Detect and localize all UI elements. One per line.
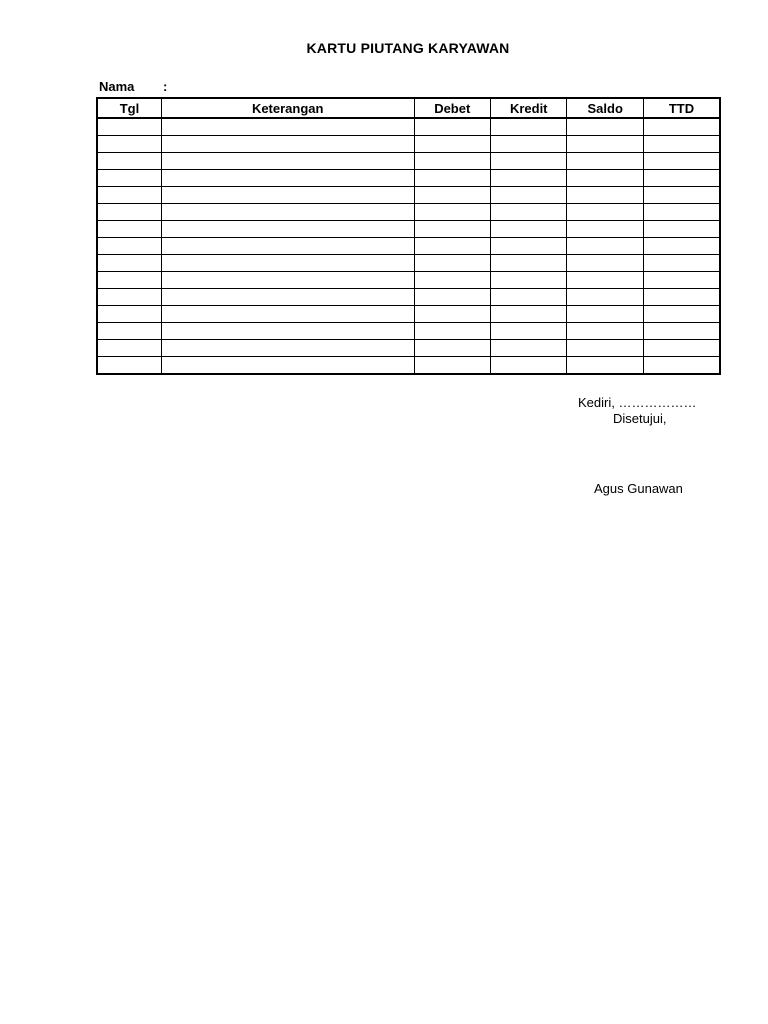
table-cell[interactable]: [491, 153, 567, 170]
table-cell[interactable]: [567, 323, 643, 340]
table-cell[interactable]: [97, 153, 161, 170]
table-row: [97, 306, 720, 323]
table-cell[interactable]: [161, 340, 414, 357]
table-cell[interactable]: [414, 340, 490, 357]
table-cell[interactable]: [161, 357, 414, 375]
table-cell[interactable]: [161, 323, 414, 340]
table-row: [97, 323, 720, 340]
table-cell[interactable]: [97, 136, 161, 153]
table-cell[interactable]: [161, 204, 414, 221]
table-cell[interactable]: [414, 272, 490, 289]
table-cell[interactable]: [97, 357, 161, 375]
table-cell[interactable]: [414, 204, 490, 221]
table-cell[interactable]: [491, 136, 567, 153]
table-cell[interactable]: [161, 136, 414, 153]
table-row: [97, 204, 720, 221]
table-cell[interactable]: [97, 306, 161, 323]
header-saldo: Saldo: [567, 98, 643, 118]
table-cell[interactable]: [643, 204, 720, 221]
table-cell[interactable]: [161, 255, 414, 272]
table-row: [97, 255, 720, 272]
table-cell[interactable]: [567, 357, 643, 375]
table-cell[interactable]: [161, 289, 414, 306]
table-cell[interactable]: [414, 136, 490, 153]
table-cell[interactable]: [567, 306, 643, 323]
table-cell[interactable]: [491, 204, 567, 221]
table-cell[interactable]: [643, 238, 720, 255]
table-cell[interactable]: [643, 323, 720, 340]
table-cell[interactable]: [414, 118, 490, 136]
nama-label: Nama: [99, 79, 135, 94]
table-cell[interactable]: [491, 272, 567, 289]
table-row: [97, 340, 720, 357]
table-cell[interactable]: [643, 118, 720, 136]
table-cell[interactable]: [414, 306, 490, 323]
table-cell[interactable]: [643, 306, 720, 323]
table-cell[interactable]: [567, 289, 643, 306]
table-cell[interactable]: [567, 238, 643, 255]
table-cell[interactable]: [161, 153, 414, 170]
table-cell[interactable]: [97, 323, 161, 340]
table-cell[interactable]: [97, 238, 161, 255]
table-cell[interactable]: [414, 221, 490, 238]
table-row: [97, 357, 720, 375]
table-cell[interactable]: [161, 170, 414, 187]
table-cell[interactable]: [97, 204, 161, 221]
table-row: [97, 136, 720, 153]
header-debet: Debet: [414, 98, 490, 118]
table-cell[interactable]: [567, 221, 643, 238]
table-cell[interactable]: [414, 187, 490, 204]
document-title: KARTU PIUTANG KARYAWAN: [306, 40, 510, 56]
table-row: [97, 170, 720, 187]
table-row: [97, 118, 720, 136]
signer-name: Agus Gunawan: [594, 481, 683, 496]
table-cell[interactable]: [643, 340, 720, 357]
table-cell[interactable]: [491, 255, 567, 272]
table-cell[interactable]: [97, 170, 161, 187]
table-cell[interactable]: [491, 170, 567, 187]
table-cell[interactable]: [97, 272, 161, 289]
table-row: [97, 289, 720, 306]
table-cell[interactable]: [161, 272, 414, 289]
table-cell[interactable]: [491, 323, 567, 340]
table-row: [97, 153, 720, 170]
table-cell[interactable]: [491, 238, 567, 255]
table-cell[interactable]: [161, 221, 414, 238]
table-cell[interactable]: [567, 187, 643, 204]
table-body: [97, 118, 720, 374]
table-cell[interactable]: [161, 306, 414, 323]
table-cell[interactable]: [491, 306, 567, 323]
table-cell[interactable]: [643, 272, 720, 289]
table-cell[interactable]: [97, 340, 161, 357]
table-cell[interactable]: [643, 153, 720, 170]
table-cell[interactable]: [491, 340, 567, 357]
place-date: Kediri, ………………: [578, 395, 697, 410]
table-header-row: [97, 98, 720, 118]
table-cell[interactable]: [643, 255, 720, 272]
table-cell[interactable]: [643, 170, 720, 187]
table-row: [97, 187, 720, 204]
table-cell[interactable]: [491, 187, 567, 204]
table-cell[interactable]: [567, 118, 643, 136]
table-cell[interactable]: [491, 118, 567, 136]
header-keterangan: Keterangan: [161, 98, 414, 118]
header-ttd: TTD: [643, 98, 720, 118]
table-cell[interactable]: [491, 357, 567, 375]
table-cell[interactable]: [414, 357, 490, 375]
header-tgl: Tgl: [97, 98, 161, 118]
table-cell[interactable]: [97, 289, 161, 306]
table-cell[interactable]: [161, 118, 414, 136]
table-cell[interactable]: [643, 136, 720, 153]
table-cell[interactable]: [97, 221, 161, 238]
table-cell[interactable]: [643, 289, 720, 306]
table-cell[interactable]: [643, 221, 720, 238]
table-cell[interactable]: [491, 221, 567, 238]
table-cell[interactable]: [643, 357, 720, 375]
table-cell[interactable]: [643, 187, 720, 204]
table-cell[interactable]: [567, 340, 643, 357]
nama-colon: :: [163, 79, 168, 94]
table-cell[interactable]: [97, 187, 161, 204]
table-row: [97, 221, 720, 238]
table-cell[interactable]: [414, 289, 490, 306]
table-cell[interactable]: [414, 170, 490, 187]
table-cell[interactable]: [414, 255, 490, 272]
table-cell[interactable]: [567, 272, 643, 289]
table-cell[interactable]: [567, 204, 643, 221]
receivable-table: [96, 97, 721, 375]
table-cell[interactable]: [567, 153, 643, 170]
approved-label: Disetujui,: [613, 411, 667, 426]
table-cell[interactable]: [414, 238, 490, 255]
table-row: [97, 272, 720, 289]
table-cell[interactable]: [414, 323, 490, 340]
table-cell[interactable]: [567, 170, 643, 187]
table-cell[interactable]: [567, 136, 643, 153]
table-cell[interactable]: [414, 153, 490, 170]
table-cell[interactable]: [97, 255, 161, 272]
table-cell[interactable]: [97, 118, 161, 136]
table-cell[interactable]: [161, 187, 414, 204]
table-cell[interactable]: [161, 238, 414, 255]
table-cell[interactable]: [491, 289, 567, 306]
table-row: [97, 238, 720, 255]
table-cell[interactable]: [567, 255, 643, 272]
header-kredit: Kredit: [491, 98, 567, 118]
